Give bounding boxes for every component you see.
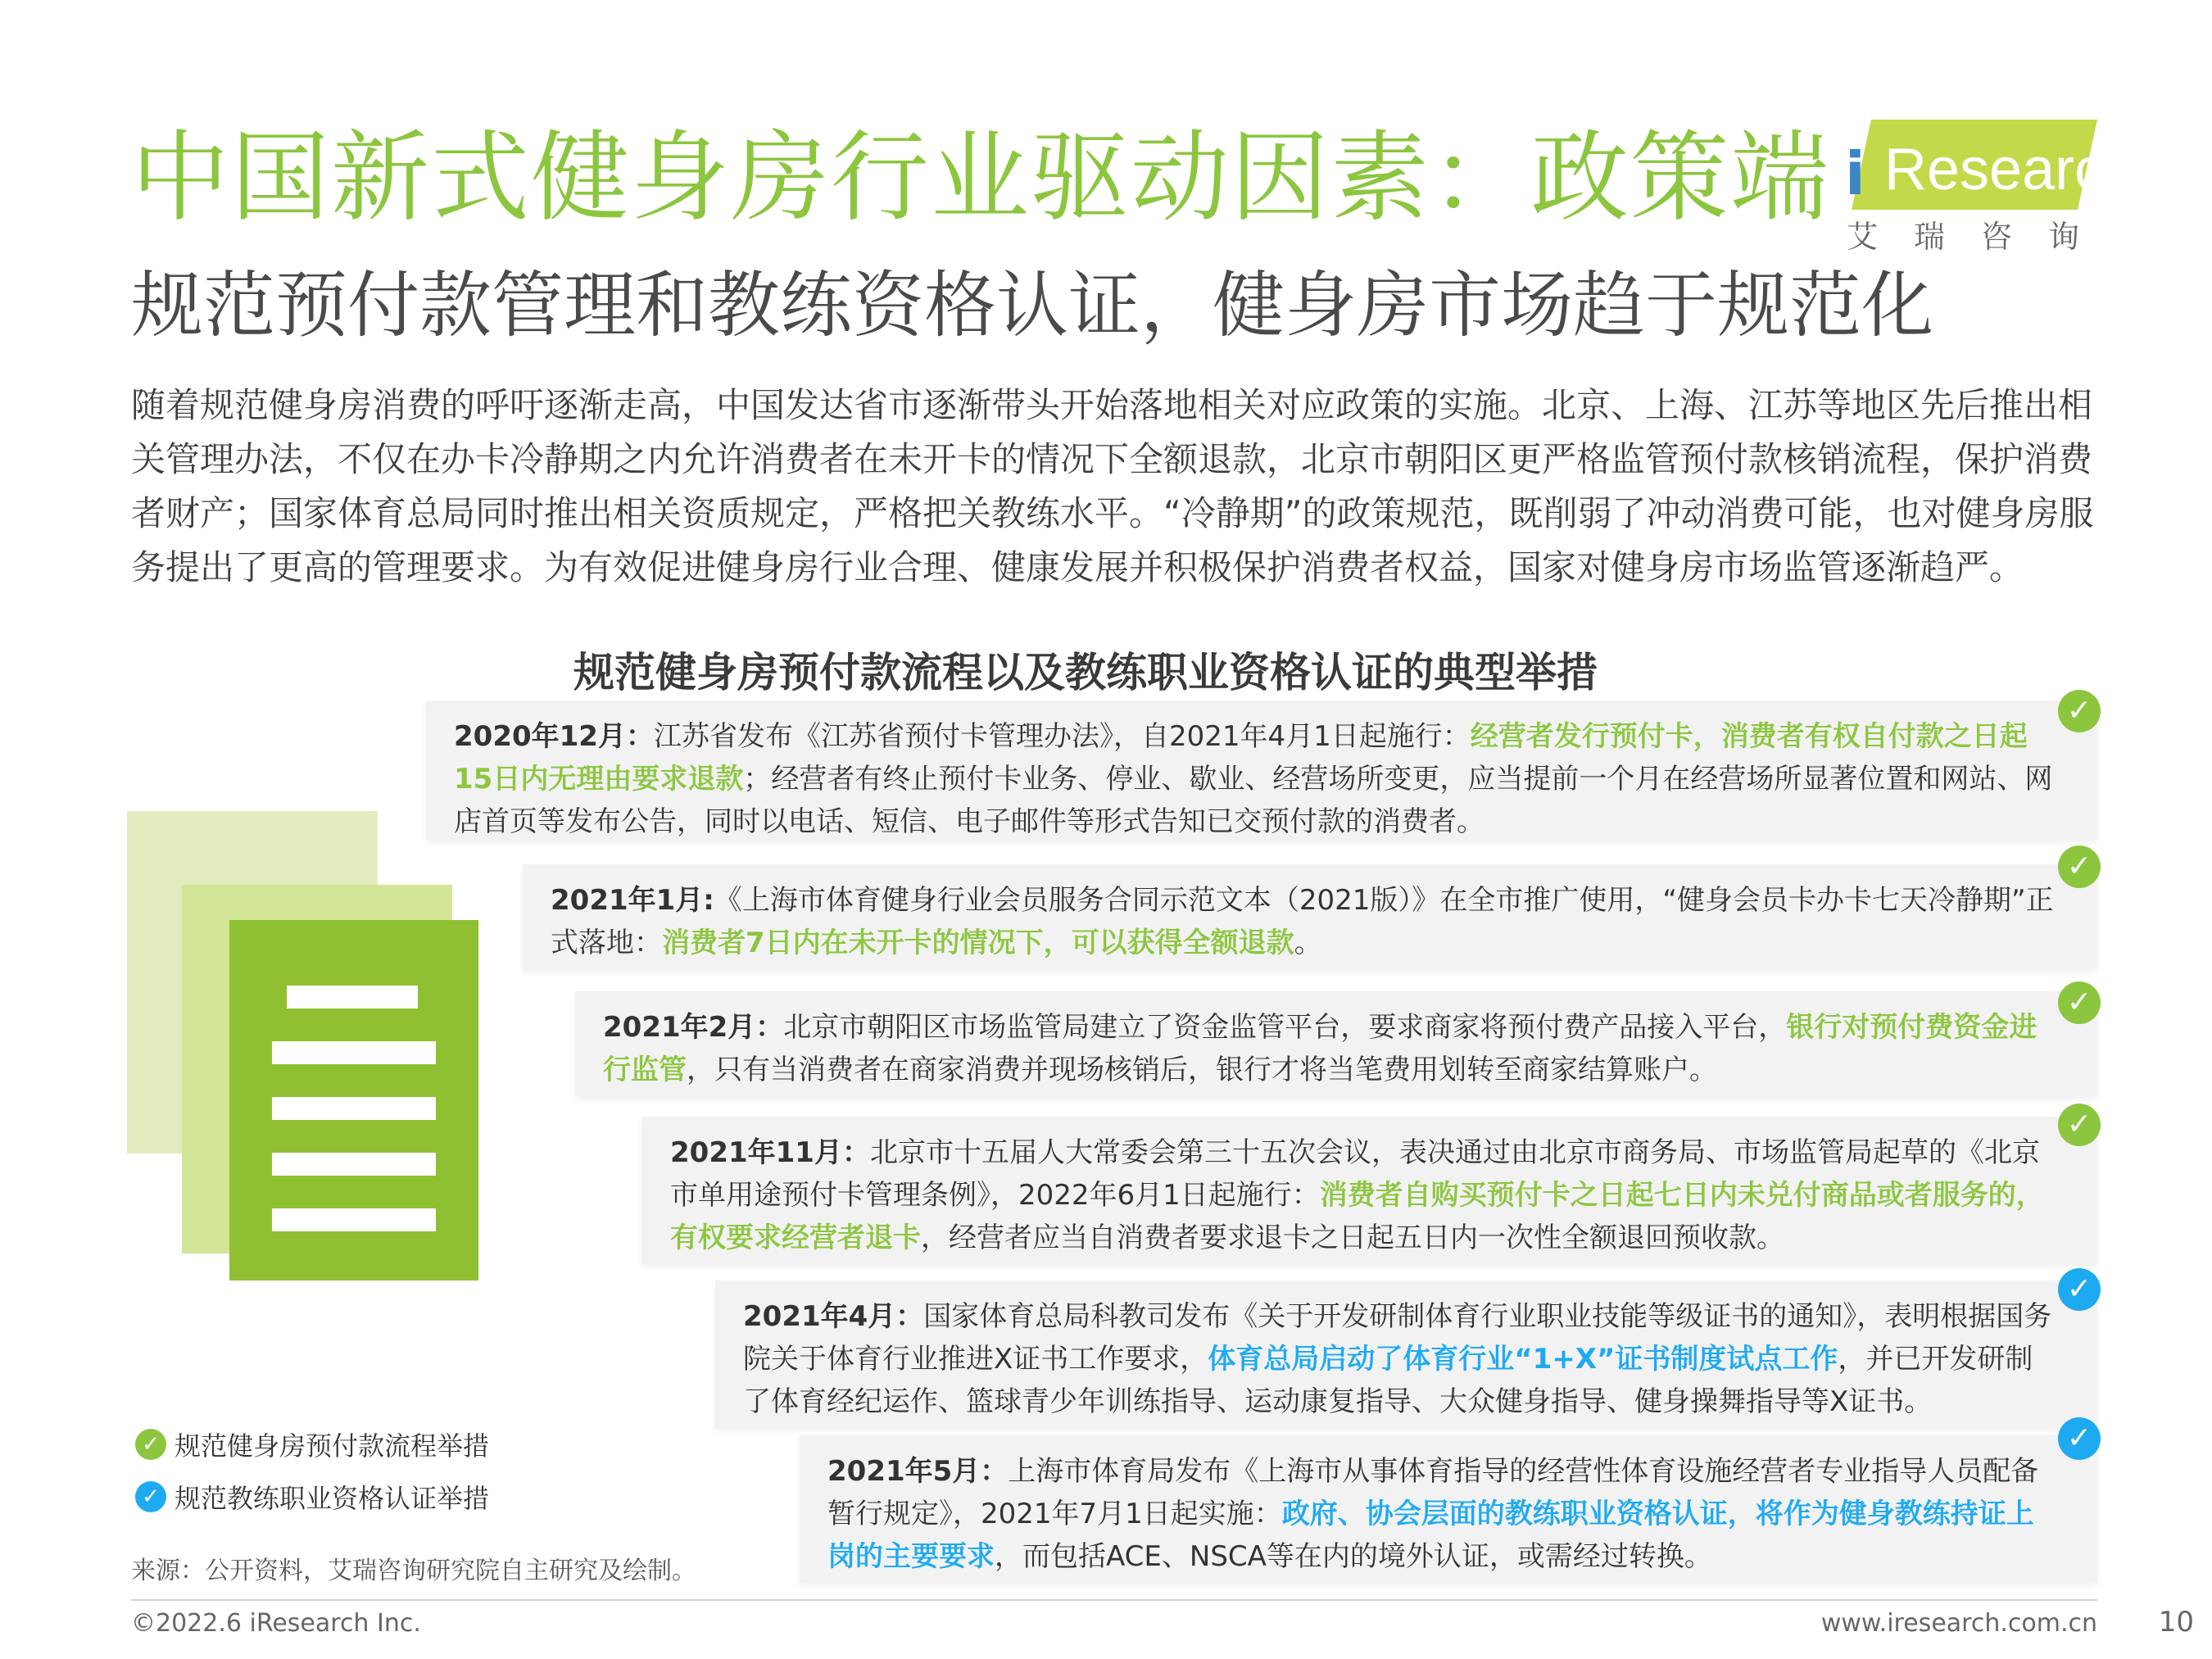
check-icon: ✓ <box>2058 1104 2101 1146</box>
logo-text: Research <box>1884 137 2137 202</box>
logo-i: i <box>1845 139 1865 208</box>
measure-text: ，并已开发研制了体育经纪运作、篮球青少年训练指导、运动康复指导、大众健身指导、健身操舞指导等X证书。 <box>743 1343 2033 1418</box>
document-line <box>272 1208 436 1231</box>
measure-highlight: 政府、协会层面的教练职业资格认证，将作为健身教练持证上岗的主要要求 <box>827 1498 2034 1573</box>
check-icon: ✓ <box>2058 1268 2101 1311</box>
measure-date: 2021年2月： <box>603 1011 784 1044</box>
document-line <box>287 986 418 1009</box>
measure-text: 国家体育总局科教司发布《关于开发研制体育行业职业技能等级证书的通知》，表明根据国务院关于体育行业推进X证书工作要求， <box>743 1300 2052 1376</box>
footer-divider <box>131 1599 2097 1601</box>
copyright: ©2022.6 iResearch Inc. <box>131 1609 421 1638</box>
measure-highlight: 消费者7日内在未开卡的情况下，可以获得全额退款 <box>662 927 1294 959</box>
page-number: 10 <box>2158 1606 2194 1639</box>
document-line <box>272 1041 436 1064</box>
measure-date: 2021年4月： <box>743 1300 924 1333</box>
legend-label: 规范教练职业资格认证举措 <box>175 1483 490 1514</box>
measure-text: 北京市十五届人大常委会第三十五次会议，表决通过由北京市商务局、市场监管局起草的《北京市单用途预付卡管理条例》，2022年6月1日起施行： <box>670 1136 2040 1212</box>
measure-highlight: 体育总局启动了体育行业“1+X”证书制度试点工作 <box>1208 1343 1838 1376</box>
measure-text: 《上海市体育健身行业会员服务合同示范文本（2021版）》在全市推广使用，“健身会员卡办卡七天冷静期”正式落地： <box>551 884 2054 959</box>
check-icon: ✓ <box>135 1429 166 1460</box>
measure-text: 上海市体育局发布《上海市从事体育指导的经营性体育设施经营者专业指导人员配备暂行规定》，2021年7月1日起实施： <box>827 1455 2039 1530</box>
check-icon: ✓ <box>135 1481 166 1512</box>
measure-text: ；经营者有终止预付卡业务、停业、歇业、经营场所变更，应当提前一个月在经营场所显著位置和网站、网店首页等发布公告，同时以电话、短信、电子邮件等形式告知已交预付款的消费者。 <box>454 763 2053 838</box>
document-line <box>272 1097 436 1120</box>
section-title: 规范健身房预付款流程以及教练职业资格认证的典型举措 <box>573 649 1598 696</box>
measure-text: 。 <box>1294 927 1322 959</box>
measure-card <box>715 1281 2097 1428</box>
measure-card <box>800 1435 2097 1583</box>
measure-card <box>575 991 2097 1096</box>
measure-card <box>642 1117 2097 1264</box>
source-note: 来源：公开资料，艾瑞咨询研究院自主研究及绘制。 <box>131 1557 696 1585</box>
measure-text: 北京市朝阳区市场监管局建立了资金监管平台，要求商家将预付费产品接入平台， <box>783 1011 1787 1044</box>
measure-text: ，只有当消费者在商家消费并现场核销后，银行才将当笔费用划转至商家结算账户。 <box>687 1054 1717 1086</box>
document-line <box>272 1153 436 1176</box>
measure-date: 2021年11月： <box>670 1136 870 1169</box>
document-front <box>229 920 478 1281</box>
legend-item-prepay <box>135 1426 489 1463</box>
measure-text: 江苏省发布《江苏省预付卡管理办法》，自2021年4月1日起施行： <box>653 720 1471 753</box>
measure-text: ，而包括ACE、NSCA等在内的境外认证，或需经过转换。 <box>995 1540 1712 1573</box>
check-icon: ✓ <box>2058 981 2101 1024</box>
measure-date: 2021年5月： <box>827 1455 1009 1488</box>
measure-date: 2020年12月： <box>454 720 654 753</box>
measure-highlight: 消费者自购买预付卡之日起七日内未兑付商品或者服务的，有权要求经营者退卡 <box>670 1179 2044 1254</box>
measure-highlight: 银行对预付费资金进行监管 <box>603 1011 2037 1086</box>
check-icon: ✓ <box>2058 1417 2101 1460</box>
measure-card <box>523 864 2097 969</box>
measure-highlight: 经营者发行预付卡，消费者有权自付款之日起15日内无理由要求退款 <box>454 720 2028 796</box>
iresearch-logo <box>1835 115 2137 255</box>
intro-paragraph: 随着规范健身房消费的呼吁逐渐走高，中国发达省市逐渐带头开始落地相关对应政策的实施。北京、上海、江苏等地区先后推出相关管理办法，不仅在办卡冷静期之内允许消费者在未开卡的情况下全额退款，北京市朝阳区更严格监管预付款核销流程，保护消费者财产；国家体育总局同时推出相关资质规定，严格把关教练水平。“冷静期”的政策规范，既削弱了冲动消费可能，也对健身房服务提出了更高的管理要求。为有效促进健身房行业合理、健康发展并积极保护消费者权益，国家对健身房市场监管逐渐趋严。 <box>131 385 2094 587</box>
check-icon: ✓ <box>2058 845 2101 888</box>
page-title: 中国新式健身房行业驱动因素：政策端 <box>131 121 1830 235</box>
legend-label: 规范健身房预付款流程举措 <box>175 1430 490 1462</box>
page-subtitle: 规范预付款管理和教练资格认证，健身房市场趋于规范化 <box>131 263 1934 347</box>
website-link[interactable]: www.iresearch.com.cn <box>1820 1609 2097 1638</box>
check-icon: ✓ <box>2058 690 2101 732</box>
measure-date: 2021年1月: <box>551 884 714 917</box>
measure-card <box>426 700 2097 840</box>
legend-item-coach <box>135 1478 489 1516</box>
logo-cn: 艾瑞咨询 <box>1847 219 2116 255</box>
measure-text: ，经营者应当自消费者要求退卡之日起五日内一次性全额退回预收款。 <box>921 1222 1784 1254</box>
